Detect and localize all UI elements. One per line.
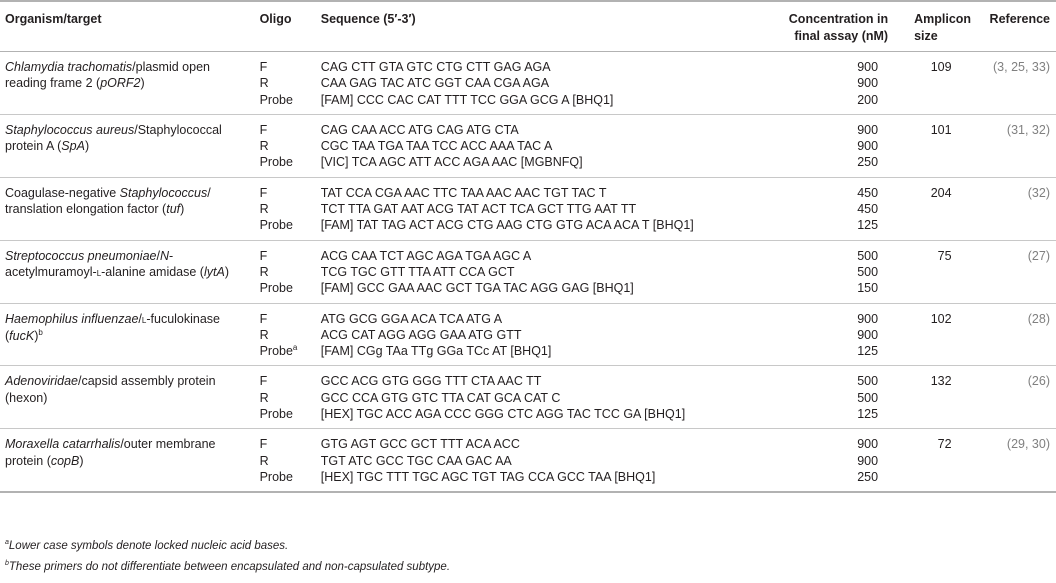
sequence-text: GCC CCA GTG GTC TTA CAT GCA CAT C: [320, 390, 561, 405]
organism-line: [5, 248, 252, 264]
oligo-label: R: [259, 264, 269, 279]
oligo-cell: [256, 177, 317, 240]
footnote-marker: b: [38, 327, 43, 337]
concentration-cell: [721, 366, 892, 429]
sequence-cell: [317, 114, 722, 177]
oligo-cell: [256, 114, 317, 177]
oligo-label: Probe: [259, 469, 293, 484]
concentration-cell: [721, 177, 892, 240]
footnote-marker: a: [292, 343, 298, 352]
sequence-cell: [317, 429, 722, 492]
footnote-text: Lower case symbols denote locked nucleic acid bases.: [8, 540, 289, 552]
organism-name: Streptococcus pneumoniae: [5, 248, 157, 263]
organism-line: [5, 122, 252, 138]
sequence-text: [FAM] CCC CAC CAT TTT TCC GGA GCG A [BHQ1]: [320, 92, 614, 107]
concentration-value: 900: [857, 122, 879, 137]
gene-name: tuf: [166, 202, 181, 217]
target-text: ): [224, 264, 229, 279]
table-row: [0, 52, 1056, 115]
sequence-text: [VIC] TCA AGC ATT ACC AGA AAC [MGBNFQ]: [320, 155, 583, 170]
sequence-text: ACG CAT AGG AGG GAA ATG GTT: [320, 327, 522, 342]
gene-name: copB: [50, 453, 80, 468]
target-line: [5, 453, 252, 469]
table-row: [0, 366, 1056, 429]
oligo-label: Probe: [259, 218, 293, 233]
oligo-cell: [256, 429, 317, 492]
header-organism: Organism/target: [0, 1, 256, 52]
organism-cell: [0, 52, 256, 115]
header-concentration-line2: final assay (nM): [794, 29, 889, 43]
oligo-label: R: [259, 327, 269, 342]
reference-cell: (27): [986, 240, 1056, 303]
organism-line: [5, 373, 252, 389]
sequence-cell: [317, 366, 722, 429]
oligo-label: Probe: [259, 407, 293, 422]
oligo-label: Probe: [259, 92, 293, 107]
concentration-value: 900: [857, 437, 879, 452]
concentration-value: 150: [857, 281, 879, 296]
organism-line: [5, 185, 252, 201]
sequence-text: CAG CTT GTA GTC CTG CTT GAG AGA: [320, 60, 551, 74]
organism-prefix: Coagulase-negative: [5, 185, 120, 200]
concentration-value: 500: [857, 264, 879, 279]
oligo-cell: [256, 52, 317, 115]
target-text: /: [207, 185, 211, 200]
target-line: [5, 75, 252, 91]
header-amplicon-line1: Amplicon: [914, 12, 972, 26]
target-text: acetylmuramoyl-: [5, 264, 97, 279]
concentration-value: 125: [857, 218, 879, 233]
organism-name: Haemophilus influenzae: [5, 311, 139, 326]
concentration-cell: [721, 52, 892, 115]
target-text: /capsid assembly protein: [77, 374, 216, 389]
oligo-label: R: [259, 453, 269, 468]
concentration-value: 250: [857, 469, 879, 484]
footnote-marker: b: [5, 560, 9, 568]
concentration-cell: [721, 240, 892, 303]
sequence-text: [HEX] TGC TTT TGC AGC TGT TAG CCA GCC TAA [BHQ1]: [320, 469, 656, 484]
target-line: [5, 138, 252, 154]
organism-line: [5, 436, 252, 452]
oligo-label: Probe: [259, 344, 293, 359]
oligo-label: F: [259, 185, 268, 200]
sequence-text: TAT CCA CGA AAC TTC TAA AAC AAC TGT TAC T: [320, 185, 607, 200]
target-line: [5, 264, 252, 281]
header-amplicon-line2: size: [914, 29, 938, 43]
table-row: [0, 177, 1056, 240]
reference-cell: (32): [986, 177, 1056, 240]
footnote-a: [5, 536, 450, 557]
oligo-label: Probe: [259, 281, 293, 296]
target-text: ): [84, 139, 90, 154]
concentration-cell: [721, 114, 892, 177]
gene-name: fucK: [9, 328, 35, 343]
oligo-label: F: [259, 122, 268, 137]
header-oligo: Oligo: [256, 1, 317, 52]
amplicon-size: 204: [892, 177, 985, 240]
reference-cell: (31, 32): [986, 114, 1056, 177]
concentration-cell: [721, 303, 892, 366]
target-text: /: [156, 248, 160, 263]
sequence-cell: [317, 52, 722, 115]
table-footnotes: [5, 536, 450, 578]
concentration-value: 125: [857, 407, 879, 422]
target-text: /outer membrane: [120, 437, 216, 452]
oligo-label: R: [259, 202, 269, 217]
organism-line: [5, 59, 252, 75]
target-line: [5, 390, 252, 406]
concentration-value: 900: [857, 76, 879, 91]
reference-cell: (3, 25, 33): [986, 52, 1056, 115]
sequence-cell: [317, 240, 722, 303]
organism-line: [5, 311, 252, 328]
oligo-label-probe: [260, 343, 313, 359]
gene-name: pORF2: [100, 76, 141, 91]
table-row: [0, 429, 1056, 492]
target-text-italic: N: [159, 248, 169, 263]
target-text: reading frame 2 (: [5, 76, 101, 91]
concentration-value: 200: [857, 92, 879, 107]
target-line: [5, 201, 252, 217]
sequence-text: CAA GAG TAC ATC GGT CAA CGA AGA: [320, 76, 550, 91]
table-row: [0, 303, 1056, 366]
reference-cell: (28): [986, 303, 1056, 366]
concentration-value: 900: [857, 327, 879, 342]
header-concentration: [721, 1, 892, 52]
oligo-label: R: [259, 76, 269, 91]
sequence-text: GTG AGT GCC GCT TTT ACA ACC: [320, 437, 520, 452]
header-sequence: Sequence (5′-3′): [317, 1, 722, 52]
amplicon-size: 102: [892, 303, 985, 366]
organism-cell: [0, 177, 256, 240]
concentration-value: 500: [857, 390, 879, 405]
oligo-label: F: [259, 311, 268, 326]
organism-name: Staphylococcus aureus: [5, 122, 135, 137]
reference-cell: (26): [986, 366, 1056, 429]
header-amplicon: [892, 1, 985, 52]
stereo-prefix: l: [96, 266, 102, 279]
concentration-value: 900: [857, 453, 879, 468]
sequence-text: GCC ACG GTG GGG TTT CTA AAC TT: [320, 374, 542, 389]
sequence-text: CAG CAA ACC ATG CAG ATG CTA: [320, 122, 519, 137]
target-text: (: [5, 328, 10, 343]
oligo-label: F: [259, 437, 268, 452]
gene-name: lytA: [203, 264, 225, 279]
gene-name: SpA: [61, 139, 85, 154]
target-text: protein (: [5, 453, 51, 468]
sequence-cell: [317, 303, 722, 366]
target-text: ): [79, 453, 84, 468]
oligo-label: Probe: [259, 155, 293, 170]
target-text: ): [140, 76, 145, 91]
footnote-b: [5, 557, 450, 578]
oligo-cell: [256, 366, 317, 429]
organism-name: Moraxella catarrhalis: [5, 437, 121, 452]
target-text: /Staphylococcal: [134, 122, 222, 137]
concentration-value: 900: [857, 139, 879, 154]
concentration-value: 500: [857, 374, 879, 389]
amplicon-size: 132: [892, 366, 985, 429]
footnote-text: These primers do not differentiate between encapsulated and non-capsulated subtype.: [8, 561, 451, 573]
sequence-text: [FAM] GCC GAA AAC GCT TGA TAC AGG GAG [BHQ1]: [320, 281, 634, 296]
oligo-label: F: [259, 374, 268, 389]
target-text: /: [138, 311, 142, 326]
footnote-marker: a: [5, 539, 9, 547]
concentration-value: 250: [857, 155, 879, 170]
target-text: translation elongation factor (: [5, 202, 167, 217]
oligo-cell: [256, 240, 317, 303]
sequence-text: ATG GCG GGA ACA TCA ATG A: [320, 311, 503, 326]
oligo-cell: [256, 303, 317, 366]
sequence-text: [FAM] CGg TAa TTg GGa TCc AT [BHQ1]: [320, 344, 552, 359]
organism-cell: [0, 429, 256, 492]
amplicon-size: 101: [892, 114, 985, 177]
concentration-value: 450: [857, 202, 879, 217]
sequence-text: ACG CAA TCT AGC AGA TGA AGC A: [320, 248, 532, 263]
header-concentration-line1: Concentration in: [788, 12, 889, 26]
organism-cell: [0, 303, 256, 366]
table-row: [0, 114, 1056, 177]
header-reference: Reference: [986, 1, 1056, 52]
concentration-value: 450: [857, 185, 879, 200]
table-row: [0, 240, 1056, 303]
target-line: [5, 328, 252, 344]
sequence-text: TCG TGC GTT TTA ATT CCA GCT: [320, 264, 515, 279]
organism-cell: [0, 366, 256, 429]
target-text: ): [34, 328, 39, 343]
organism-cell: [0, 240, 256, 303]
sequence-text: [FAM] TAT TAG ACT ACG CTG AAG CTG GTG ACA ACA T [BHQ1]: [320, 218, 694, 233]
amplicon-size: 72: [892, 429, 985, 492]
target-text: -alanine amidase (: [101, 264, 204, 279]
sequence-cell: [317, 177, 722, 240]
target-text: (hexon): [5, 390, 48, 405]
sequence-text: TCT TTA GAT AAT ACG TAT ACT TCA GCT TTG AAT TT: [320, 202, 637, 217]
concentration-value: 900: [857, 60, 879, 74]
amplicon-size: 75: [892, 240, 985, 303]
oligo-label: F: [259, 248, 268, 263]
sequence-text: [HEX] TGC ACC AGA CCC GGG CTC AGG TAC TCC GA [BHQ1]: [320, 407, 686, 422]
organism-name: Staphylococcus: [119, 185, 208, 200]
organism-cell: [0, 114, 256, 177]
sequence-text: TGT ATC GCC TGC CAA GAC AA: [320, 453, 512, 468]
organism-name: Chlamydia trachomatis: [5, 60, 133, 74]
target-text: -: [169, 248, 174, 263]
oligo-label: F: [259, 60, 268, 74]
stereo-prefix: l: [141, 313, 147, 326]
target-text: protein A (: [5, 139, 62, 154]
target-text: ): [180, 202, 185, 217]
table-header-row: [0, 1, 1056, 52]
target-text: -fuculokinase: [146, 311, 221, 326]
concentration-value: 900: [857, 311, 879, 326]
concentration-cell: [721, 429, 892, 492]
reference-cell: (29, 30): [986, 429, 1056, 492]
oligo-label: R: [259, 390, 269, 405]
organism-name: Adenoviridae: [5, 374, 78, 389]
concentration-value: 500: [857, 248, 879, 263]
sequence-text: CGC TAA TGA TAA TCC ACC AAA TAC A: [320, 139, 553, 154]
concentration-value: 125: [857, 344, 879, 359]
oligo-label: R: [259, 139, 269, 154]
amplicon-size: 109: [892, 52, 985, 115]
target-text: /plasmid open: [132, 60, 210, 74]
